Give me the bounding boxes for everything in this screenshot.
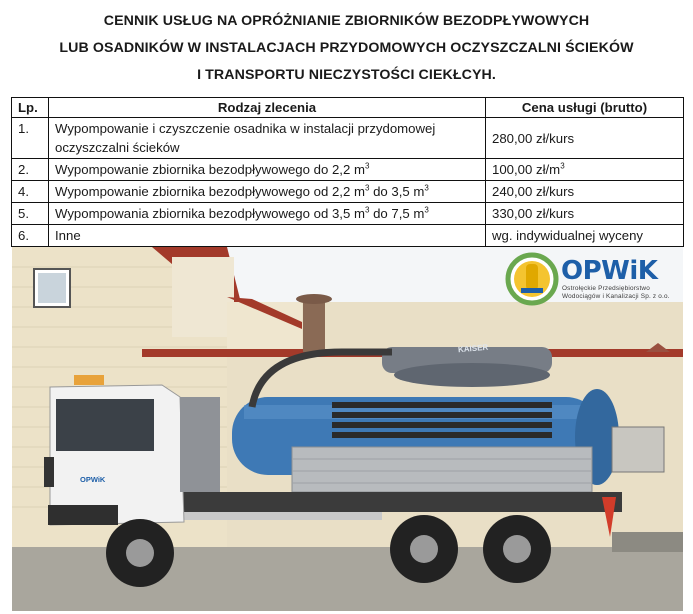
row-price-text: 100,00 zł/m: [492, 162, 561, 177]
rear-panel: [612, 427, 664, 472]
reel-base: [394, 363, 550, 387]
windshield: [56, 399, 154, 451]
row-price: 330,00 zł/kurs: [486, 203, 684, 225]
front-bumper: [48, 505, 118, 525]
row-number: 6.: [12, 225, 49, 247]
row-number: 1.: [12, 118, 49, 159]
chassis: [162, 492, 622, 512]
row-description-text: Wypompowania zbiornika bezodpływowego od 3,5 m: [55, 206, 365, 221]
unit-superscript: 3: [424, 205, 429, 215]
rear-hub-1: [410, 535, 438, 563]
unit-superscript: 3: [364, 205, 370, 215]
side-guard: [182, 512, 382, 520]
mirror: [44, 457, 54, 487]
row-description: [49, 203, 486, 225]
cab-rear-equipment: [180, 397, 220, 492]
vehicle-brand-label: KAISER: [457, 342, 489, 355]
column-header-description: Rodzaj zlecenia: [49, 98, 486, 118]
column-header-price: Cena usługi (brutto): [486, 98, 684, 118]
row-description-tail: do 3,5 m: [369, 184, 425, 199]
row-description: [49, 181, 486, 203]
row-number: 4.: [12, 181, 49, 203]
unit-superscript: 3: [560, 161, 565, 171]
row-description-tail: do 7,5 m: [369, 206, 425, 221]
unit-superscript: 3: [424, 183, 429, 193]
unit-superscript: 3: [364, 161, 370, 171]
table-row: [12, 181, 684, 203]
row-price: 280,00 zł/kurs: [486, 118, 684, 159]
table-row: [12, 118, 684, 159]
document-title: [0, 8, 693, 89]
opwik-emblem-icon: [505, 252, 559, 306]
row-description: Wypompowanie i czyszczenie osadnika w instalacji przydomowej oczyszczalni ścieków: [49, 118, 486, 159]
row-description-text: Wypompowanie zbiornika bezodpływowego od 2,2 m: [55, 184, 365, 199]
logo-subtitle: Ostrołęckie Przedsiębiorstwo Wodociągów i Kanalizacji Sp. z o.o.: [562, 285, 670, 300]
row-price: 240,00 zł/kurs: [486, 181, 684, 203]
logo-name: OPWiK: [561, 256, 658, 286]
window-glass: [38, 273, 66, 303]
title-line-1: CENNIK USŁUG NA OPRÓŻNIANIE ZBIORNIKÓW BEZODPŁYWOWYCH: [103, 13, 590, 29]
table-row: [12, 225, 684, 247]
row-description: [49, 159, 486, 181]
table-row: [12, 203, 684, 225]
row-number: 2.: [12, 159, 49, 181]
row-price: [486, 159, 684, 181]
row-description: Inne: [49, 225, 486, 247]
table-header-row: [12, 98, 684, 118]
curb: [612, 532, 683, 552]
price-table: [11, 97, 684, 247]
wall-section: [172, 257, 234, 337]
row-price: wg. indywidualnej wyceny: [486, 225, 684, 247]
title-line-3: I TRANSPORTU NIECZYSTOŚCI CIEKŁCYH.: [197, 67, 496, 83]
unit-superscript: 3: [364, 183, 370, 193]
chimney: [303, 302, 325, 352]
column-header-lp: Lp.: [12, 98, 49, 118]
beacon-light: [74, 375, 104, 385]
table-row: [12, 159, 684, 181]
row-description-text: Wypompowanie zbiornika bezodpływowego do 2,2 m: [55, 162, 365, 177]
front-hub: [126, 539, 154, 567]
rear-hub-2: [503, 535, 531, 563]
chimney-cap: [296, 294, 332, 304]
truck-door-logo: OPWiK: [80, 475, 106, 484]
opwik-logo: [505, 252, 675, 306]
row-number: 5.: [12, 203, 49, 225]
side-toolbox: [292, 447, 592, 492]
title-line-2: LUB OSADNIKÓW W INSTALACJACH PRZYDOMOWYCH OCZYSZCZALNI ŚCIEKÓW: [59, 40, 634, 56]
